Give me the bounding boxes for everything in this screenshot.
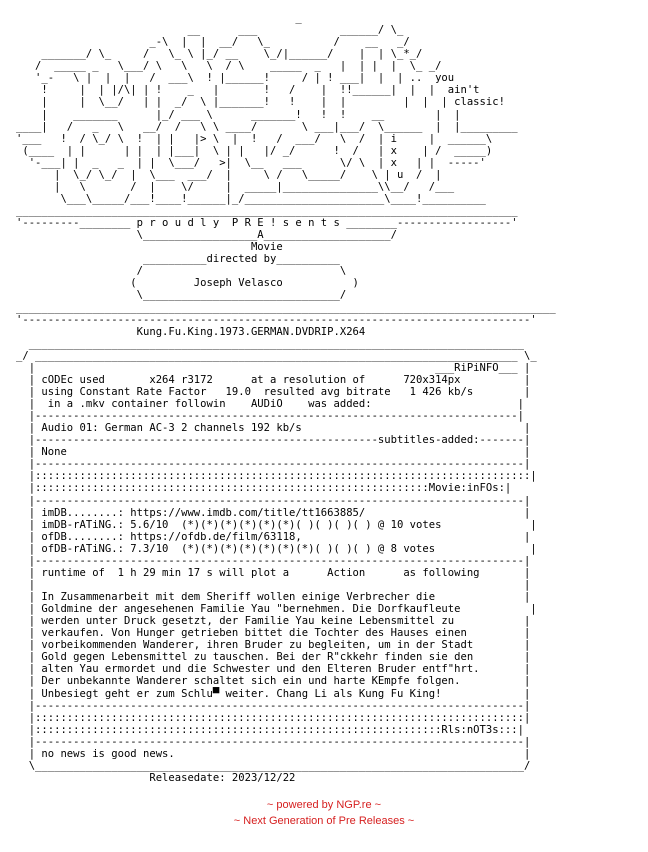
- footer-powered-by: ~ powered by NGP.re ~: [266, 799, 382, 811]
- nfo-document: _ __ ___ ______/ \_ _-\ | | __/ \_ / __ _/ _______/ \_ / \_ \ |_/ __ \_/|______/ | | \_*_/ / _____ _ \___/ \ \ \ / \ _____ _ | | | | \_ _/ '_- \ | | | / ___\ ! |______! / | ! ___| | | .. you ! | | |/\| | ! _ | ! / | !!______| | | ain't | | \__/ | | _/ \ |_______! ! | | | | | classic! | _______ |_/ ___ \ _______! ! ! __ | | ____| / _ \ __/ / \ \ ____/ \ ___|___/ \______ | |_________ '___ ! / \_/ \ ! | | |> \ | ! / ___/ \ / | i | ______\ (____ | | | | | |___| \ | | |/ _/ ! / | x | / _____) '-___| | _ _ | | \___/ >| \__ ___ \/ \ | x | | -----' | \_/ \_/ | \___ ___/ | \ / \_____/ \ | u / | | \ / | \/ | _____|_______________\\__/ /___ \___\_____/___!____!______|_/______________________\____!__________ _______________________________________________________________________________ '---------________ p r o u d l y P R E ! s e n t s ________------------------' \__________________A____________________/ Movie __________directed by__________ / \ ( Joseph Velasco ) \_______________________________/ _____________________________________________________________________________________ '--------------------------------------------------------------------------------' Kung.Fu.King.1973.GERMAN.DVDRIP.X264 ______________________________________________________________________________ _/ ____________________________________________________________________________ \_ | ___RiPiNFO___ | | cODEc used x264 r3172 at a resolution of 720x314px | | using Constant Rate Factor 19.0 resulted avg bitrate 1 426 kb/s | | in a .mkv container followin AUDiO was added: | |----------------------------------------------------------------------------| | Audio 01: German AC-3 2 channels 192 kb/s | |------------------------------------------------------subtitles-added:-------| | None | |-----------------------------------------------------------------------------| |::::::::::::::::::::::::::::::::::::::::::::::::::::::::::::::::::::::::::::::| |::::::::::::::::::::::::::::::::::::::::::::::::::::::::::::::Movie:inFOs:| |-----------------------------------------------------------------------------| | imDB........: https://www.imdb.com/title/tt1663885/ | | imDB-rATiNG.: 5.6/10 (*)(*)(*)(*)(*)(*)( )( )( )( ) @ 10 votes | | ofDB........: https://ofdb.de/film/63118, | | ofDB-rATiNG.: 7.3/10 (*)(*)(*)(*)(*)(*)(*)( )( )( ) @ 8 votes | |-----------------------------------------------------------------------------| | runtime of 1 h 29 min 17 s will plot a Action as following | | | | In Zusammenarbeit mit dem Sheriff wollen einige Verbrecher die | | Goldmine der angesehenen Familie Yau "bernehmen. Die Dorfkaufleute | | werden unter Druck gesetzt, der Familie Yau keine Lebensmittel zu | | verkaufen. Von Hunger getrieben bittet die Tochter des Hauses einen | | vorbeikommenden Wanderer, ihren Bruder zu begleiten, um in der Stadt | | Gold gegen Lebensmittel zu tauschen. Bei der R"ckkehr finden sie den | | alten Yau ermordet und die Schwester und den Elteren Bruder entf"hrt. | | Der unbekannte Wanderer schaltet sich ein und harte KEmpfe folgen. | | Unbesiegt geht er zum Schlu▀ weiter. Chang Li als Kung Fu King! | |-----------------------------------------------------------------------------| |:::::::::::::::::::::::::::::::::::::::::::::::::::::::::::::::::::::::::::::| |::::::::::::::::::::::::::::::::::::::::::::::::::::::::::::::::Rls:nOT3s:::| |-----------------------------------------------------------------------------| | no news is good news. | \_____________________________________________________________________________/ Releasedate: 2023/12/22: [16, 12, 556, 784]
- footer-tagline: ~ Next Generation of Pre Releases ~: [233, 815, 415, 827]
